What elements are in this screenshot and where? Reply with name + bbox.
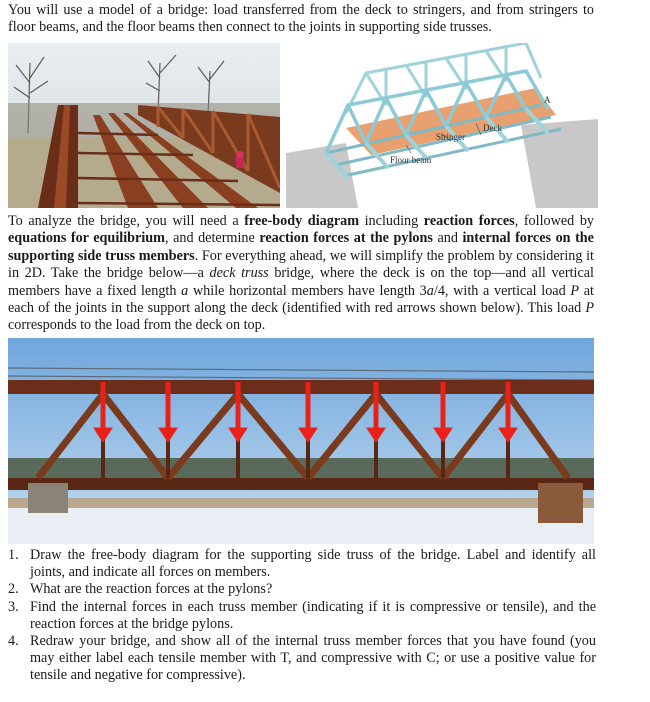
- question-item: 4. Redraw your bridge, and show all of the internal truss member forces that you have found (you may either label each tensile member with T, and compressive with C; or use a positive value for tensile and negative for compressive).: [8, 633, 596, 684]
- emphasis-internal-forces: internal forces on the supporting side truss members: [8, 230, 594, 264]
- truss-model-diagram: [286, 43, 598, 208]
- emphasis-reaction-forces: reaction forces: [423, 213, 515, 229]
- emphasis-equilibrium: equations for equilibrium: [8, 230, 165, 247]
- question-list: [8, 547, 596, 685]
- emphasis-fbd: free-body diagram: [244, 213, 360, 229]
- body-paragraph: To analyze the bridge, you will need a free-body diagram including reaction forces, followed by equations for equilibrium, and determine reaction forces at the pylons and internal forces on the supporting side truss members. For everything ahead, we will simplify the problem by considering it in 2D. Take the bridge below—a deck truss bridge, where the deck is on the top—and all vertical members have a fixed length a while horizontal members have length 3a/4, with a vertical load P at each of the joints in the support along the deck (identified with red arrows shown below). This load P corresponds to the load from the deck on top.: [8, 213, 595, 334]
- deck-label: Deck: [483, 123, 502, 133]
- point-a-label: A: [544, 95, 551, 105]
- question-item: 1. Draw the free-body diagram for the supporting side truss of the bridge. Label and identify all joints, and indicate all forces on members.: [8, 547, 596, 581]
- stringer-label: Stringer: [436, 132, 465, 142]
- emphasis-pylons: reaction forces at the pylons: [259, 230, 433, 247]
- intro-paragraph: You will use a model of a bridge: load transferred from the deck to stringers, and from stringers to floor beams, and the floor beams then connect to the joints in supporting side trusses.: [8, 2, 594, 36]
- floor-beam-label: Floor beam: [390, 155, 432, 165]
- bridge-construction-photo: [8, 43, 280, 208]
- question-item: 2. What are the reaction forces at the pylons?: [8, 581, 273, 598]
- deck-truss-bridge-photo: [8, 338, 594, 544]
- question-item: 3. Find the internal forces in each truss member (indicating if it is compressive or tensile), and the reaction forces at the bridge pylons.: [8, 598, 596, 632]
